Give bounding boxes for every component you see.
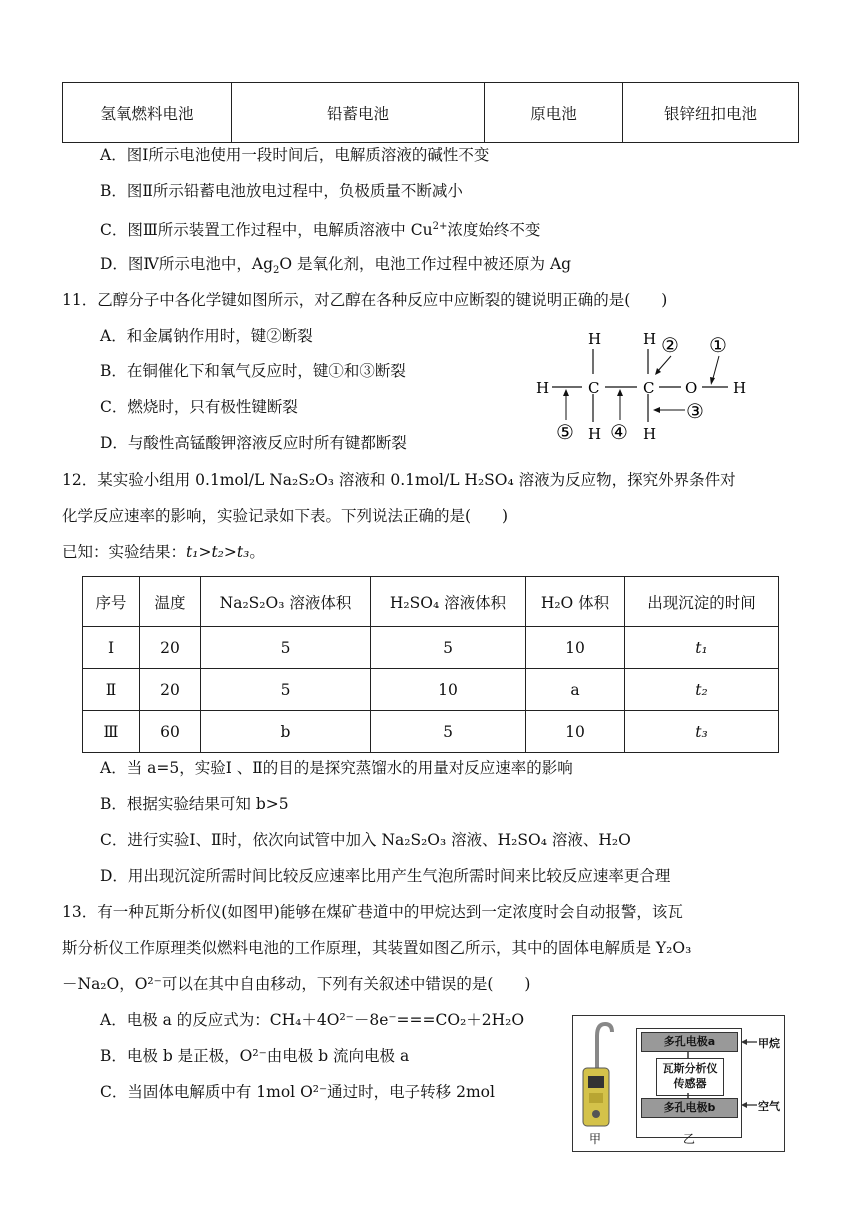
table-cell: Ⅲ — [83, 711, 140, 753]
atom-h-c2-top: H — [643, 330, 657, 348]
table-cell: 60 — [140, 711, 201, 753]
q12-option-b: B．根据实验结果可知 b>5 — [100, 795, 289, 813]
bond-label-3: ③ — [686, 399, 704, 423]
q12-option-d: D．用出现沉淀所需时间比较反应速率比用产生气泡所需时间来比较反应速率更合理 — [100, 867, 671, 885]
atom-o: O — [685, 379, 698, 397]
battery-cell-3: 原电池 — [485, 83, 623, 143]
q11-option-d: D．与酸性高锰酸钾溶液反应时所有键都断裂 — [100, 434, 407, 452]
q12-option-a: A．当 a=5，实验Ⅰ 、Ⅱ的目的是探究蒸馏水的用量对反应速率的影响 — [100, 759, 573, 777]
gas-detector-device-icon — [577, 1018, 617, 1128]
electrode-b-box: 多孔电极b — [641, 1098, 738, 1118]
table-cell: 10 — [371, 669, 526, 711]
sensor-label-2: 传感器 — [673, 1077, 707, 1090]
experiment-table — [82, 576, 779, 753]
table-cell: t₂ — [625, 669, 779, 711]
q12-option-c: C．进行实验Ⅰ、Ⅱ时，依次向试管中加入 Na₂S₂O₃ 溶液、H₂SO₄ 溶液、H₂O — [100, 831, 631, 849]
table-cell: 10 — [526, 627, 625, 669]
experiment-table-header — [83, 577, 779, 627]
q13-option-b: B．电极 b 是正极，O²⁻由电极 b 流向电极 a — [100, 1047, 410, 1065]
bond-label-4: ④ — [610, 420, 628, 444]
q13-stem-line2: 斯分析仪工作原理类似燃料电池的工作原理，其装置如图乙所示，其中的固体电解质是 Y₂O₃ — [62, 939, 692, 957]
q12-stem-line1: 12．某实验小组用 0.1mol/L Na₂S₂O₃ 溶液和 0.1mol/L H₂SO₄ 溶液为反应物，探究外界条件对 — [62, 471, 736, 489]
label-air: 空气 — [758, 1100, 780, 1113]
header-temperature: 温度 — [140, 577, 201, 627]
atom-h-left: H — [536, 379, 550, 397]
gas-arrows — [739, 1034, 759, 1114]
q11-stem: 11．乙醇分子中各化学键如图所示，对乙醇在各种反应中应断裂的键说明正确的是( ) — [62, 291, 668, 309]
q12-stem-line2: 化学反应速率的影响，实验记录如下表。下列说法正确的是( ) — [62, 507, 509, 525]
table-row — [83, 627, 779, 669]
q10-option-c: C．图Ⅲ所示装置工作过程中，电解质溶液中 $Cu^{2+}$浓度始终不变 — [100, 221, 541, 240]
table-cell: b — [201, 711, 371, 753]
header-precipitate-time: 出现沉淀的时间 — [625, 577, 779, 627]
battery-cell-1: 氢氧燃料电池 — [63, 83, 232, 143]
gas-analyzer-figure — [572, 1015, 785, 1152]
atom-h-c1-bottom: H — [588, 425, 602, 443]
table-cell: 20 — [140, 627, 201, 669]
q11-option-c: C．燃烧时，只有极性键断裂 — [100, 398, 298, 416]
battery-cell-4: 银锌纽扣电池 — [623, 83, 799, 143]
atom-c2: C — [643, 379, 655, 397]
table-cell: 20 — [140, 669, 201, 711]
battery-type-table — [62, 82, 799, 143]
q13-option-a: A．电极 a 的反应式为：CH₄＋4O²⁻－8e⁻===CO₂＋2H₂O — [100, 1011, 525, 1029]
atom-c1: C — [588, 379, 600, 397]
header-index: 序号 — [83, 577, 140, 627]
electrode-a-box: 多孔电极a — [641, 1032, 738, 1052]
q11-option-b: B．在铜催化下和氧气反应时，键①和③断裂 — [100, 362, 406, 380]
table-cell: 5 — [201, 627, 371, 669]
table-cell: a — [526, 669, 625, 711]
table-row — [83, 669, 779, 711]
table-cell: 5 — [201, 669, 371, 711]
atom-h-right: H — [733, 379, 747, 397]
table-row — [83, 711, 779, 753]
q12-known: 已知：实验结果：t₁>t₂>t₃。 — [62, 543, 265, 561]
table-cell: t₃ — [625, 711, 779, 753]
header-h2so4-volume: H₂SO₄ 溶液体积 — [371, 577, 526, 627]
atom-h-c1-top: H — [588, 330, 602, 348]
q11-option-a: A．和金属钠作用时，键②断裂 — [100, 327, 313, 345]
table-cell: Ⅰ — [83, 627, 140, 669]
q10-option-a: A．图Ⅰ所示电池使用一段时间后，电解质溶液的碱性不变 — [100, 146, 490, 164]
wire-lines — [633, 1046, 753, 1106]
bond-label-5: ⑤ — [556, 420, 574, 444]
battery-cell-2: 铅蓄电池 — [232, 83, 485, 143]
table-cell: t₁ — [625, 627, 779, 669]
label-jia: 甲 — [589, 1132, 602, 1146]
q13-stem-line3: －Na₂O，O²⁻可以在其中自由移动，下列有关叙述中错误的是( ) — [62, 975, 531, 993]
header-na2s2o3-volume: Na₂S₂O₃ 溶液体积 — [201, 577, 371, 627]
table-cell: Ⅱ — [83, 669, 140, 711]
table-cell: 5 — [371, 711, 526, 753]
ethanol-structure-diagram — [530, 326, 760, 446]
sensor-label-1: 瓦斯分析仪 — [662, 1062, 718, 1075]
table-cell: 10 — [526, 711, 625, 753]
q13-stem-line1: 13．有一种瓦斯分析仪(如图甲)能够在煤矿巷道中的甲烷达到一定浓度时会自动报警，该瓦 — [62, 903, 683, 921]
label-methane: 甲烷 — [758, 1037, 780, 1050]
q13-option-c: C．当固体电解质中有 1mol O²⁻通过时，电子转移 2mol — [100, 1083, 495, 1101]
q10-option-d: D．图Ⅳ所示电池中，$Ag_2O$ 是氧化剂，电池工作过程中被还原为 Ag — [100, 255, 572, 277]
atom-h-c2-bottom: H — [643, 425, 657, 443]
bond-label-1: ① — [709, 333, 727, 357]
label-yi: 乙 — [683, 1132, 696, 1146]
bond-label-2: ② — [661, 333, 679, 357]
table-cell: 5 — [371, 627, 526, 669]
q10-option-b: B．图Ⅱ所示铅蓄电池放电过程中，负极质量不断减小 — [100, 182, 463, 200]
header-h2o-volume: H₂O 体积 — [526, 577, 625, 627]
